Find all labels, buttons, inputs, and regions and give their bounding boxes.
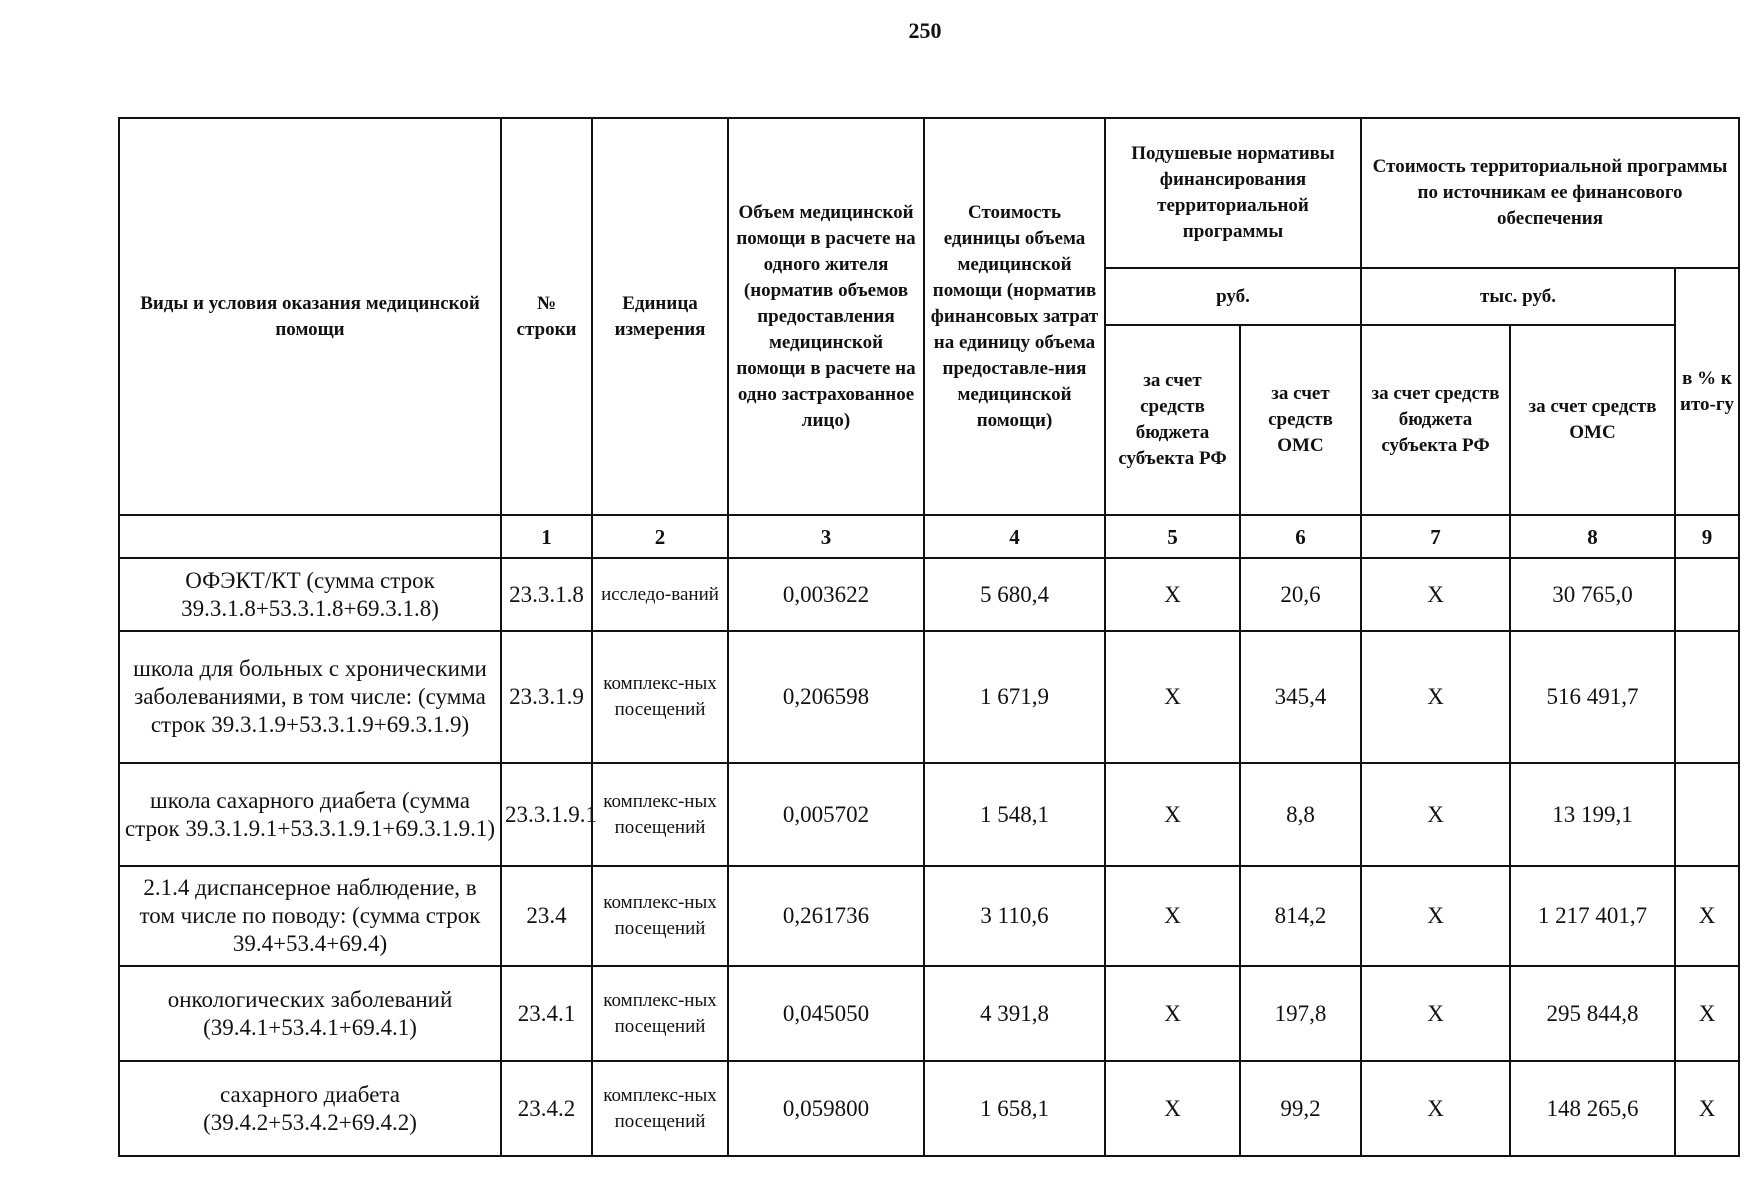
cell-volume: 0,005702 [728, 763, 924, 866]
header-oms-thousand: за счет средств ОМС [1510, 325, 1675, 515]
cell-name: ОФЭКТ/КТ (сумма строк 39.3.1.8+53.3.1.8+69.3.1.8) [119, 558, 501, 631]
header-budget-rub: за счет средств бюджета субъекта РФ [1105, 325, 1240, 515]
cell-name: школа сахарного диабета (сумма строк 39.3.1.9.1+53.3.1.9.1+69.3.1.9.1) [119, 763, 501, 866]
header-unit: Единица измерения [592, 118, 728, 515]
cell-row-no: 23.4.1 [501, 966, 592, 1061]
cell-budget-rub: Х [1105, 763, 1240, 866]
header-type: Виды и условия оказания медицинской помощи [119, 118, 501, 515]
table-row [119, 966, 1739, 1061]
cell-oms-rub: 8,8 [1240, 763, 1361, 866]
cell-percent [1675, 763, 1739, 866]
financing-table [118, 117, 1740, 1157]
cell-row-no: 23.4 [501, 866, 592, 966]
header-number: 2 [592, 515, 728, 558]
header-number-row [119, 515, 1739, 558]
table-row [119, 558, 1739, 631]
header-cost: Стоимость единицы объема медицинской помощи (норматив финансовых затрат на единицу объема предоставле-ния медицинской помощи) [924, 118, 1105, 515]
table-row [119, 631, 1739, 763]
cell-budget-thousand: Х [1361, 1061, 1510, 1156]
header-number: 5 [1105, 515, 1240, 558]
cell-row-no: 23.4.2 [501, 1061, 592, 1156]
header-number: 8 [1510, 515, 1675, 558]
cell-unit: комплекс-ных посещений [592, 1061, 728, 1156]
cell-budget-thousand: Х [1361, 763, 1510, 866]
cell-oms-rub: 99,2 [1240, 1061, 1361, 1156]
header-number: 4 [924, 515, 1105, 558]
header-number: 6 [1240, 515, 1361, 558]
header-budget-thousand: за счет средств бюджета субъекта РФ [1361, 325, 1510, 515]
cell-cost: 3 110,6 [924, 866, 1105, 966]
header-percent: в % к ито-гу [1675, 268, 1739, 515]
header-oms-rub: за счет средств ОМС [1240, 325, 1361, 515]
cell-oms-thousand: 148 265,6 [1510, 1061, 1675, 1156]
cell-budget-thousand: Х [1361, 558, 1510, 631]
cell-percent: Х [1675, 966, 1739, 1061]
header-group-program-cost: Стоимость территориальной программы по источникам ее финансового обеспечения [1361, 118, 1739, 268]
cell-unit: комплекс-ных посещений [592, 763, 728, 866]
cell-cost: 1 671,9 [924, 631, 1105, 763]
header-number: 7 [1361, 515, 1510, 558]
table-row [119, 866, 1739, 966]
cell-budget-rub: Х [1105, 558, 1240, 631]
header-number: 1 [501, 515, 592, 558]
cell-volume: 0,261736 [728, 866, 924, 966]
cell-oms-rub: 345,4 [1240, 631, 1361, 763]
cell-oms-thousand: 295 844,8 [1510, 966, 1675, 1061]
cell-oms-rub: 197,8 [1240, 966, 1361, 1061]
cell-budget-rub: Х [1105, 866, 1240, 966]
cell-volume: 0,059800 [728, 1061, 924, 1156]
cell-budget-thousand: Х [1361, 866, 1510, 966]
table-row [119, 1061, 1739, 1156]
cell-unit: комплекс-ных посещений [592, 966, 728, 1061]
cell-unit: комплекс-ных посещений [592, 631, 728, 763]
header-volume: Объем медицинской помощи в расчете на одного жителя (норматив объемов предоставления медицинской помощи в расчете на одно застрахованное лицо) [728, 118, 924, 515]
cell-name: школа для больных с хроническими заболеваниями, в том числе: (сумма строк 39.3.1.9+53.3.1.9+69.3.1.9) [119, 631, 501, 763]
cell-row-no: 23.3.1.8 [501, 558, 592, 631]
cell-oms-thousand: 516 491,7 [1510, 631, 1675, 763]
cell-name: 2.1.4 диспансерное наблюдение, в том числе по поводу: (сумма строк 39.4+53.4+69.4) [119, 866, 501, 966]
page-number: 250 [908, 18, 942, 43]
header-number-blank [119, 515, 501, 558]
table-row [119, 763, 1739, 866]
cell-name: сахарного диабета (39.4.2+53.4.2+69.4.2) [119, 1061, 501, 1156]
cell-budget-thousand: Х [1361, 966, 1510, 1061]
cell-budget-thousand: Х [1361, 631, 1510, 763]
cell-row-no: 23.3.1.9 [501, 631, 592, 763]
header-number: 3 [728, 515, 924, 558]
cell-cost: 4 391,8 [924, 966, 1105, 1061]
header-sub-rub: руб. [1105, 268, 1361, 325]
cell-oms-thousand: 1 217 401,7 [1510, 866, 1675, 966]
cell-oms-thousand: 30 765,0 [1510, 558, 1675, 631]
cell-unit: комплекс-ных посещений [592, 866, 728, 966]
cell-percent: Х [1675, 1061, 1739, 1156]
cell-oms-rub: 814,2 [1240, 866, 1361, 966]
cell-unit: исследо-ваний [592, 558, 728, 631]
cell-percent [1675, 631, 1739, 763]
cell-row-no: 23.3.1.9.1 [501, 763, 592, 866]
header-group-percapita: Подушевые нормативы финансирования территориальной программы [1105, 118, 1361, 268]
header-sub-thousand-rub: тыс. руб. [1361, 268, 1675, 325]
cell-name: онкологических заболеваний (39.4.1+53.4.1+69.4.1) [119, 966, 501, 1061]
cell-budget-rub: Х [1105, 966, 1240, 1061]
header-number: 9 [1675, 515, 1739, 558]
cell-volume: 0,206598 [728, 631, 924, 763]
cell-volume: 0,003622 [728, 558, 924, 631]
cell-cost: 5 680,4 [924, 558, 1105, 631]
cell-budget-rub: Х [1105, 1061, 1240, 1156]
cell-cost: 1 548,1 [924, 763, 1105, 866]
cell-budget-rub: Х [1105, 631, 1240, 763]
cell-cost: 1 658,1 [924, 1061, 1105, 1156]
header-row-no: № строки [501, 118, 592, 515]
cell-percent [1675, 558, 1739, 631]
cell-volume: 0,045050 [728, 966, 924, 1061]
cell-oms-rub: 20,6 [1240, 558, 1361, 631]
cell-percent: Х [1675, 866, 1739, 966]
cell-oms-thousand: 13 199,1 [1510, 763, 1675, 866]
